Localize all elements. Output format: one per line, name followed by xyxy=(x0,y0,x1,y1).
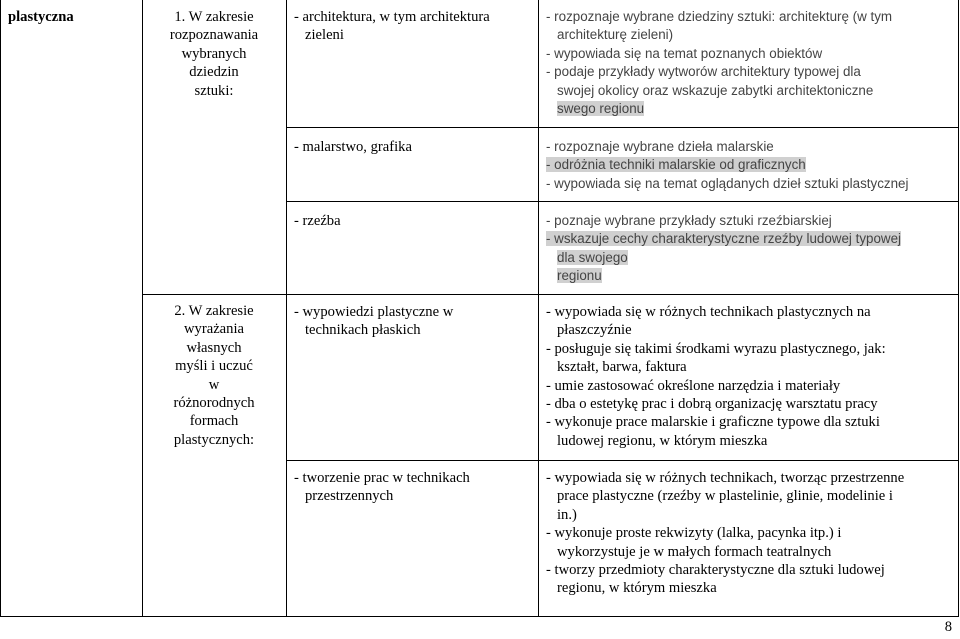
outcome-line: - poznaje wybrane przykłady sztuki rzeźbiarskiej xyxy=(546,213,832,228)
section-title-line: 2. W zakresie xyxy=(174,303,254,319)
area-line: - rzeźba xyxy=(294,213,341,229)
section-title-line: formach xyxy=(189,413,239,430)
row-divider-1 xyxy=(286,127,959,128)
outcome-line: - wykonuje prace malarskie i graficzne typowe dla sztuki xyxy=(546,414,880,431)
section-title-line: wybranych xyxy=(181,45,247,62)
area-line: zieleni xyxy=(305,27,344,44)
area-line: - tworzenie prac w technikach xyxy=(294,470,470,486)
outcome-continuation xyxy=(546,82,956,119)
outcome-line: prace plastyczne (rzeźby w plastelinie, glinie, modelinie i xyxy=(557,488,893,505)
outcome-line: - tworzy przedmioty charakterystyczne dla sztuki ludowej xyxy=(546,562,885,579)
page-number: 8 xyxy=(944,618,952,635)
table-border-right xyxy=(958,0,959,617)
outcome-line: regionu xyxy=(557,268,602,284)
area-sculpture xyxy=(294,212,526,230)
outcome-line: - dba o estetykę prac i dobrą organizację warsztatu pracy xyxy=(546,396,878,413)
area-line: - wypowiedzi plastyczne w xyxy=(294,304,454,320)
outcome-line: - wskazuje cechy charakterystyczne rzeźby ludowej typowej xyxy=(546,231,901,247)
area-line: - malarstwo, grafika xyxy=(294,139,412,155)
outcomes-flat-techniques xyxy=(546,303,956,450)
outcome-line: płaszczyźnie xyxy=(557,322,632,339)
outcome-line: in.) xyxy=(557,506,577,523)
table-border-bottom xyxy=(0,616,959,617)
section-title-1 xyxy=(150,8,278,100)
row-divider-4 xyxy=(286,460,959,461)
outcome-line: - posługuje się takimi środkami wyrazu plastycznego, jak: xyxy=(546,340,886,357)
outcome-line: - umie zastosować określone narzędzia i materiały xyxy=(546,377,841,394)
outcome-line: ludowej regionu, w którym mieszka xyxy=(557,432,768,449)
area-painting xyxy=(294,138,526,156)
outcome-line: - wypowiada się w różnych technikach plastycznych na xyxy=(546,304,871,320)
outcome-continuation xyxy=(546,249,956,286)
area-flat-techniques xyxy=(294,303,526,340)
table-border-left xyxy=(0,0,1,617)
section-divider xyxy=(142,294,959,295)
section-title-2 xyxy=(150,302,278,449)
row-divider-2 xyxy=(286,201,959,202)
outcome-line: swojej okolicy oraz wskazuje zabytki architektoniczne xyxy=(557,82,874,98)
outcome-line: architekturę zieleni) xyxy=(557,27,674,43)
outcome-line: wykorzystuje je w małych formach teatralnych xyxy=(557,543,832,560)
section-title-line: sztuki: xyxy=(194,82,234,99)
outcome-line: dla swojego xyxy=(557,249,628,265)
outcomes-sculpture xyxy=(546,212,956,286)
outcome-line: swego regionu xyxy=(557,101,645,117)
section-title-line: dziedzin xyxy=(189,64,239,81)
table-divider-3 xyxy=(538,0,539,617)
area-spatial-techniques xyxy=(294,469,526,506)
outcomes-architecture xyxy=(546,8,956,118)
table-divider-2 xyxy=(286,0,287,617)
section-title-line: wyrażania xyxy=(184,321,244,338)
section-title-line: własnych xyxy=(186,339,242,356)
section-title-line: w xyxy=(208,376,220,393)
area-line: - architektura, w tym architektura xyxy=(294,9,490,25)
outcome-line: - rozpoznaje wybrane dzieła malarskie xyxy=(546,139,774,154)
section-title-line: różnorodnych xyxy=(173,395,255,412)
outcome-line: - podaje przykłady wytworów architektury typowej dla xyxy=(546,64,861,80)
subject-label: plastyczna xyxy=(8,9,74,25)
section-title-line: plastycznych: xyxy=(173,431,255,448)
outcome-line: - wypowiada się na temat oglądanych dzieł sztuki plastycznej xyxy=(546,175,909,191)
outcome-line: - odróżnia techniki malarskie od graficznych xyxy=(546,157,806,173)
outcome-line: - wypowiada się na temat poznanych obiektów xyxy=(546,45,823,61)
outcomes-painting xyxy=(546,138,956,193)
table-divider-1 xyxy=(142,0,143,617)
area-architecture xyxy=(294,8,526,45)
outcome-line: regionu, w którym mieszka xyxy=(557,580,717,597)
outcome-line: - wykonuje proste rekwizyty (lalka, pacynka itp.) i xyxy=(546,525,842,542)
section-title-line: rozpoznawania xyxy=(169,27,259,44)
outcome-line: - rozpoznaje wybrane dziedziny sztuki: architekturę (w tym xyxy=(546,9,893,24)
outcomes-spatial-techniques xyxy=(546,469,956,598)
outcome-line: - wypowiada się w różnych technikach, tworząc przestrzenne xyxy=(546,470,905,486)
outcome-line: kształt, barwa, faktura xyxy=(557,359,687,376)
section-title-line: myśli i uczuć xyxy=(175,358,253,375)
area-line: technikach płaskich xyxy=(305,322,421,339)
area-line: przestrzennych xyxy=(305,488,394,505)
section-title-line: 1. W zakresie xyxy=(174,9,254,25)
